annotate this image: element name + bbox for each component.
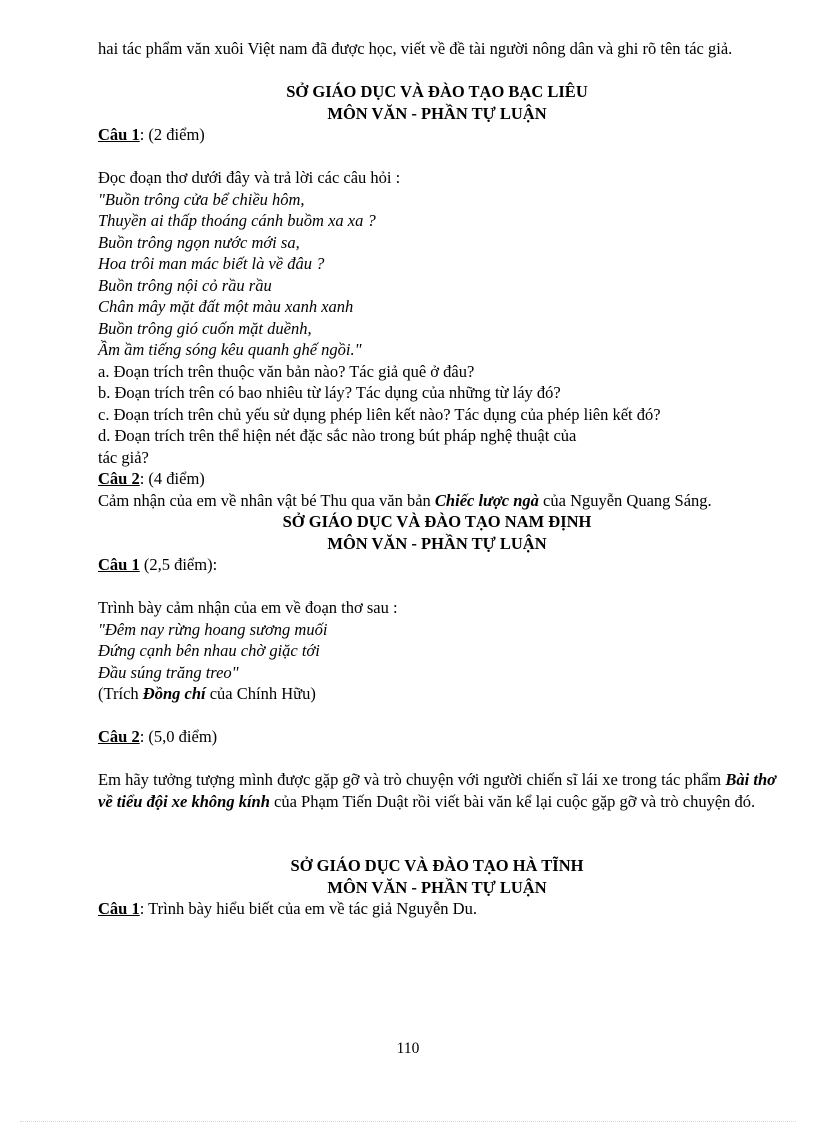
intro-paragraph: hai tác phẩm văn xuôi Việt nam đã được học, viết về đề tài người nông dân và ghi rõ tên tác giả. — [98, 39, 733, 58]
paragraph-text: của Nguyễn Quang Sáng. — [538, 490, 712, 510]
citation — [98, 683, 776, 705]
question-paragraph — [98, 769, 776, 812]
question-points: : (4 điểm) — [139, 469, 205, 488]
paragraph-text: Em hãy tưởng tượng mình được gặp gỡ và trò chuyện với người chiến sĩ lái xe trong tác phẩm — [98, 770, 726, 789]
poem-line: Ầm ầm tiếng sóng kêu quanh ghế ngồi." — [98, 340, 362, 359]
question-prompt: Trình bày cảm nhận của em về đoạn thơ sau : — [98, 598, 398, 617]
poem-line: Đứng cạnh bên nhau chờ giặc tới — [98, 641, 320, 660]
question-label: Câu 2 — [98, 727, 140, 746]
section-subheader-ha-tinh: MÔN VĂN - PHẦN TỰ LUẬN — [327, 877, 547, 897]
work-title: Chiếc lược ngà — [434, 490, 539, 510]
section-subheader-nam-dinh: MÔN VĂN - PHẦN TỰ LUẬN — [327, 533, 547, 553]
question-heading — [98, 124, 776, 146]
question-label: Câu 1 — [98, 899, 140, 918]
citation-text: (Trích — [98, 684, 143, 703]
poem-line: Đầu súng trăng treo" — [98, 662, 239, 682]
question-text: : Trình bày hiểu biết của em về tác giả Nguyễn Du. — [139, 899, 477, 918]
sub-question: a. Đoạn trích trên thuộc văn bản nào? Tác giả quê ở đâu? — [98, 361, 475, 381]
paragraph-text: Cảm nhận của em về nhân vật bé Thu qua văn bản — [98, 490, 435, 510]
question-paragraph — [98, 490, 776, 512]
poem-line: Hoa trôi man mác biết là về đâu ? — [98, 254, 325, 273]
paragraph-text: của Phạm Tiến Duật rồi viết bài văn kể lại cuộc gặp gỡ và trò chuyện đó. — [269, 791, 756, 811]
question-heading — [98, 898, 776, 920]
question-heading — [98, 726, 776, 748]
sub-question: b. Đoạn trích trên có bao nhiêu từ láy? Tác dụng của những từ láy đó? — [98, 383, 561, 402]
question-heading — [98, 468, 776, 490]
section-header-ha-tinh: SỞ GIÁO DỤC VÀ ĐÀO TẠO HÀ TĨNH — [290, 856, 584, 875]
question-points: : (5,0 điểm) — [139, 727, 218, 746]
question-label: Câu 1 — [98, 125, 140, 144]
question-heading — [98, 554, 776, 576]
sub-question: tác giả? — [98, 447, 149, 467]
question-points: : (2 điểm) — [139, 125, 205, 144]
poem-line: "Buồn trông cửa bể chiều hôm, — [98, 189, 305, 209]
poem-line: Chân mây mặt đất một màu xanh xanh — [98, 297, 354, 316]
work-title: Đồng chí — [142, 684, 206, 703]
section-subheader-bac-lieu: MÔN VĂN - PHẦN TỰ LUẬN — [327, 103, 547, 123]
page-number: 110 — [396, 1040, 420, 1057]
poem-line: Thuyền ai thấp thoáng cánh buồm xa xa ? — [98, 211, 376, 230]
question-prompt: Đọc đoạn thơ dưới đây và trả lời các câu hỏi : — [98, 168, 401, 187]
poem-line: "Đêm nay rừng hoang sương muối — [98, 619, 328, 639]
sub-question: c. Đoạn trích trên chủ yếu sử dụng phép liên kết nào? Tác dụng của phép liên kết đó? — [98, 404, 661, 424]
section-header-bac-lieu: SỞ GIÁO DỤC VÀ ĐÀO TẠO BẠC LIÊU — [286, 82, 588, 101]
page-bottom-divider — [20, 1121, 796, 1122]
question-points: (2,5 điểm): — [139, 555, 218, 574]
question-label: Câu 1 — [98, 555, 140, 574]
poem-line: Buồn trông gió cuốn mặt duềnh, — [98, 318, 312, 338]
question-label: Câu 2 — [98, 469, 140, 488]
poem-line: Buồn trông ngọn nước mới sa, — [98, 232, 300, 252]
work-title: Bài thơ về tiểu đội xe không kính — [98, 770, 776, 811]
section-header-nam-dinh: SỞ GIÁO DỤC VÀ ĐÀO TẠO NAM ĐỊNH — [282, 512, 592, 531]
poem-line: Buồn trông nội cỏ rầu rầu — [98, 275, 272, 295]
document-page — [98, 38, 776, 920]
sub-question: d. Đoạn trích trên thể hiện nét đặc sắc nào trong bút pháp nghệ thuật của — [98, 426, 577, 445]
citation-text: của Chính Hữu) — [205, 684, 316, 703]
